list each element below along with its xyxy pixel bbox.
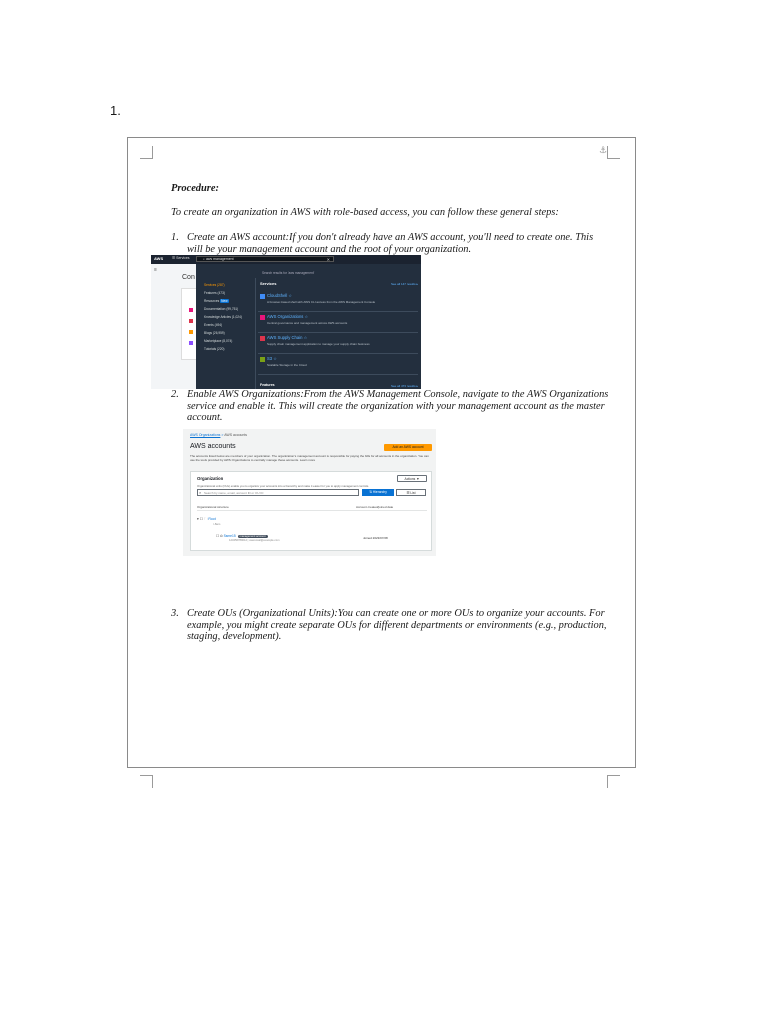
result-title: S3 ☆ bbox=[267, 356, 278, 361]
console-search-screenshot bbox=[151, 255, 421, 389]
result-row bbox=[258, 333, 418, 354]
result-row bbox=[258, 291, 418, 312]
filter-marketplace: Marketplace (8,074) bbox=[204, 339, 233, 343]
console-top-bar bbox=[151, 255, 421, 264]
filter-knowledge: Knowledge Articles (1,024) bbox=[204, 315, 242, 319]
organization-label: Organization bbox=[197, 476, 224, 481]
background-heading: Con bbox=[182, 274, 195, 281]
console-background bbox=[151, 264, 196, 389]
see-all-features-link: See all 473 results ▸ bbox=[390, 384, 418, 388]
result-desc: Central governance and management across AWS accounts bbox=[267, 321, 348, 325]
features-section-title: Features bbox=[260, 383, 275, 387]
filter-tutorials: Tutorials (220) bbox=[204, 347, 225, 351]
result-title: AWS Organizations ☆ bbox=[267, 314, 309, 319]
column-joined: Account created/joined date bbox=[356, 505, 394, 509]
result-title: AWS Supply Chain ☆ bbox=[267, 335, 308, 340]
new-badge: New bbox=[221, 299, 228, 303]
joined-date: Joined 2023/07/28 bbox=[363, 536, 388, 540]
filter-events: Events (494) bbox=[204, 323, 223, 327]
panel-divider bbox=[255, 278, 256, 389]
step-text: Create an AWS account:If you don't already have an AWS account, you'll need to create one. This will be your management account and the root of your organization. bbox=[187, 232, 594, 255]
step-text: Create OUs (Organizational Units):You can create one or more OUs to organize your accounts. For example, you might create separate OUs for different departments or environments (e.g., production, staging, development). bbox=[187, 608, 607, 642]
column-structure: Organizational structure bbox=[197, 505, 229, 509]
step-number: 3. bbox=[171, 608, 179, 619]
actions-button: Actions ▼ bbox=[397, 475, 427, 482]
aws-accounts-screenshot bbox=[183, 429, 436, 556]
organization-description: Organizational units (OUs) enable you to organize your accounts into a hierarchy and make it easier for you to apply management controls. bbox=[197, 484, 370, 488]
procedure-intro: To create an organization in AWS with role-based access, you can follow these general steps: bbox=[171, 207, 559, 218]
organization-panel bbox=[190, 471, 432, 551]
result-title: CloudShell ☆ bbox=[267, 293, 293, 298]
search-icon: ⌕ aws management bbox=[203, 257, 234, 261]
root-node: ▾ ☐ 🗀 Root bbox=[197, 517, 216, 521]
folder-icon: ▾ ☐ 🗀 bbox=[197, 517, 208, 521]
search-results-panel bbox=[196, 264, 421, 389]
aws-logo: AWS bbox=[154, 256, 164, 261]
crop-mark-bottom-left bbox=[140, 775, 153, 788]
result-desc: Supply chain management application to manage your supply chain business bbox=[267, 342, 370, 346]
crop-mark-bottom-right bbox=[607, 775, 620, 788]
filter-documentation: Documentation (99,751) bbox=[204, 307, 239, 311]
step-2 bbox=[171, 389, 611, 424]
hierarchy-button: ⇅ Hierarchy bbox=[362, 489, 394, 496]
console-search-input bbox=[196, 256, 334, 262]
step-text: Enable AWS Organizations:From the AWS Management Console, navigate to the AWS Organizations service and enable it. This will create the organization with your management account as the master account. bbox=[187, 389, 609, 423]
management-badge: management account bbox=[239, 535, 266, 538]
supply-chain-icon bbox=[260, 336, 265, 341]
table-divider bbox=[197, 510, 427, 511]
page-title: AWS accounts bbox=[190, 443, 236, 450]
anchor-icon: ⚓ bbox=[599, 146, 608, 156]
search-icon: ⌕ bbox=[199, 490, 202, 495]
root-id: r-8am bbox=[213, 522, 221, 526]
step-number: 1. bbox=[171, 232, 179, 243]
accounts-description: The accounts listed below are members of your organization. The organization's management account is responsible for paying the bills for all accounts in the organization. You can use the tools provided by AWS Organizations to centrally manage these accounts. Learn more bbox=[190, 454, 429, 462]
add-account-button: Add an AWS account bbox=[384, 444, 432, 451]
search-hint: Search results for 'aws management' bbox=[262, 271, 315, 275]
widget-square bbox=[189, 319, 193, 323]
list-button: ☰ List bbox=[396, 489, 426, 496]
filter-resources: Resources New bbox=[204, 299, 228, 303]
result-desc: Scalable Storage in the Cloud bbox=[267, 363, 307, 367]
cloudshell-icon bbox=[260, 294, 265, 299]
organization-search-input: ⌕ Search by name, email, account ID or OU ID bbox=[197, 489, 359, 496]
see-all-link: See all 147 results ▸ bbox=[390, 282, 418, 286]
account-icon: ☐ ⊙ bbox=[216, 534, 223, 538]
step-3 bbox=[171, 608, 611, 643]
list-number: 1. bbox=[110, 103, 121, 118]
services-menu: ☰ Services bbox=[172, 256, 190, 260]
widget-square bbox=[189, 330, 193, 334]
close-icon: ✕ bbox=[326, 257, 330, 262]
result-row bbox=[258, 312, 418, 333]
crop-mark-top-left bbox=[140, 146, 153, 159]
result-desc: A browser-based shell with AWS CLI access from the AWS Management Console bbox=[267, 300, 376, 304]
filter-blogs: Blogs (26,959) bbox=[204, 331, 225, 335]
step-number: 2. bbox=[171, 389, 179, 400]
widget-square bbox=[189, 308, 193, 312]
organizations-icon bbox=[260, 315, 265, 320]
widget-square bbox=[189, 341, 193, 345]
filter-services: Services (287) bbox=[204, 283, 225, 287]
breadcrumb: AWS Organizations > AWS accounts bbox=[190, 433, 248, 437]
s3-icon bbox=[260, 357, 265, 362]
hamburger-icon: ≡ bbox=[154, 267, 157, 273]
filter-features: Features (473) bbox=[204, 291, 225, 295]
services-section-title: Services bbox=[260, 281, 277, 286]
result-row bbox=[258, 354, 418, 375]
account-row: ☐ ⊙ Ssme15 management account bbox=[216, 534, 266, 538]
crop-mark-top-right bbox=[607, 146, 620, 159]
procedure-heading: Procedure: bbox=[171, 183, 219, 194]
step-1 bbox=[171, 232, 611, 255]
account-id: 123456789012 | useremail@example.com bbox=[229, 539, 280, 542]
